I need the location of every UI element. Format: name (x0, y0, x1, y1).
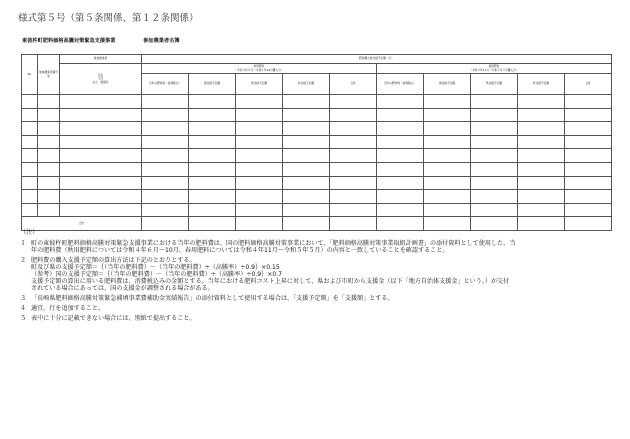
table-cell[interactable] (236, 149, 283, 163)
header-spring-national: 国支援予定額 (424, 74, 471, 95)
table-cell[interactable] (565, 149, 612, 163)
table-cell[interactable] (424, 176, 471, 190)
note-line: （参考）国の支援予定額＝｛（当年の肥料費）－（当年の肥料費）÷（高騰率）÷0.9｝×0.7 (31, 271, 283, 279)
table-cell[interactable] (38, 108, 60, 122)
table-row (22, 122, 612, 136)
table-cell[interactable] (22, 108, 38, 122)
table-cell[interactable] (60, 190, 142, 204)
table-cell[interactable] (565, 162, 612, 176)
header-no: No (22, 55, 38, 95)
header-autumn: 秋用肥料 （令和４年６月～令和４年10月購入分） (142, 64, 377, 74)
table-cell[interactable] (60, 176, 142, 190)
table-cell[interactable] (38, 162, 60, 176)
note-item (20, 315, 620, 322)
header-farmer-id: 地域農業者番号等 (38, 55, 60, 95)
table-cell[interactable] (189, 190, 236, 204)
table-cell[interactable] (142, 190, 189, 204)
table-cell[interactable] (60, 203, 142, 217)
note-number: ３ (20, 295, 27, 303)
table-cell[interactable] (565, 108, 612, 122)
note-line: されている場合にあっては、国の支援金が調整される場合がある。 (31, 285, 214, 293)
table-cell[interactable] (283, 135, 330, 149)
table-cell[interactable] (236, 122, 283, 136)
table-cell[interactable] (330, 176, 377, 190)
note-number: ４ (20, 304, 27, 312)
table-cell[interactable] (283, 95, 330, 109)
table-cell[interactable] (330, 108, 377, 122)
table-cell[interactable] (330, 122, 377, 136)
note-line: 支援予定額の算出に用いる肥料費は、消費税込みの金額とする。当年における肥料コスト上昇に対して、県および市町から支援金（以下「地方自治体支援金」という。）が交付 (31, 278, 510, 286)
table-cell[interactable] (330, 95, 377, 109)
table-cell[interactable] (424, 135, 471, 149)
table-cell[interactable] (22, 122, 38, 136)
table-cell[interactable] (471, 162, 518, 176)
total-label: 合計 (22, 217, 142, 231)
table-cell[interactable] (189, 95, 236, 109)
table-cell[interactable] (471, 108, 518, 122)
table-cell[interactable] (236, 135, 283, 149)
note-number: ５ (20, 314, 27, 322)
table-cell[interactable] (236, 176, 283, 190)
table-cell[interactable] (518, 135, 565, 149)
table-cell[interactable] (424, 108, 471, 122)
table-cell[interactable] (330, 149, 377, 163)
table-cell[interactable] (38, 122, 60, 136)
table-cell[interactable] (38, 149, 60, 163)
note-line: 町の東彼杵町肥料価格高騰対策緊急支援事業における当年の肥料費は、国の肥料価格高騰対策事業において、「肥料価格高騰対策事業取組計画書」の添付資料として使用した、当 (31, 239, 516, 247)
table-row (22, 190, 612, 204)
table-cell[interactable] (518, 176, 565, 190)
table-cell[interactable] (283, 176, 330, 190)
table-cell[interactable] (142, 149, 189, 163)
table-cell[interactable] (377, 108, 424, 122)
table-cell[interactable] (236, 203, 283, 217)
table-cell[interactable] (424, 149, 471, 163)
note-line: 表中に十分に記載できない場合には、別紙で提出すること。 (31, 314, 196, 322)
table-cell[interactable] (142, 108, 189, 122)
note-item (20, 257, 620, 293)
note-text (31, 257, 620, 293)
table-cell[interactable] (38, 135, 60, 149)
table-cell[interactable] (518, 162, 565, 176)
table-cell[interactable] (22, 203, 38, 217)
form-number: 様式第５号（第５条関係、第１２条関係） (18, 13, 199, 24)
table-cell[interactable] (60, 95, 142, 109)
table-cell[interactable] (236, 95, 283, 109)
table-cell[interactable] (565, 95, 612, 109)
document-title (22, 37, 206, 44)
table-cell[interactable] (22, 176, 38, 190)
table-cell[interactable] (377, 176, 424, 190)
table-cell[interactable] (189, 176, 236, 190)
table-cell[interactable] (38, 176, 60, 190)
table-cell[interactable] (471, 122, 518, 136)
note-item (20, 240, 620, 254)
table-cell[interactable] (60, 149, 142, 163)
header-spring-town: 町支援予定額 (518, 74, 565, 95)
notes-list (20, 240, 620, 322)
table-cell[interactable] (377, 203, 424, 217)
table-cell[interactable] (565, 122, 612, 136)
header-autumn-national: 国支援予定額 (189, 74, 236, 95)
header-autumn-fertilizer-cost: 当年の肥料費（消費税込） (142, 74, 189, 95)
title-sub: 参加農業者名簿 (143, 38, 180, 44)
table-cell[interactable] (189, 122, 236, 136)
notes-section (20, 229, 620, 324)
table-row (22, 203, 612, 217)
table-cell[interactable] (236, 162, 283, 176)
notes-header: （注） (20, 229, 39, 236)
table-cell[interactable] (60, 108, 142, 122)
table-cell[interactable] (424, 162, 471, 176)
table-cell[interactable] (189, 135, 236, 149)
table-cell[interactable] (142, 95, 189, 109)
header-autumn-total: 合計 (330, 74, 377, 95)
table-cell[interactable] (189, 162, 236, 176)
table-cell[interactable] (518, 203, 565, 217)
table-cell[interactable] (22, 135, 38, 149)
table-cell[interactable] (142, 176, 189, 190)
table-cell[interactable] (424, 95, 471, 109)
table-cell[interactable] (22, 149, 38, 163)
note-line: 肥料費の購入支援予定額の算出方法は下記のとおりとする。 (31, 256, 196, 264)
note-text (31, 305, 620, 312)
table-cell[interactable] (377, 149, 424, 163)
table-cell[interactable] (38, 190, 60, 204)
table-cell[interactable] (142, 203, 189, 217)
table-cell[interactable] (283, 149, 330, 163)
table-cell[interactable] (565, 135, 612, 149)
table-cell[interactable] (518, 122, 565, 136)
header-spring-prefecture: 県支援予定額 (471, 74, 518, 95)
table-cell[interactable] (60, 122, 142, 136)
table-cell[interactable] (377, 190, 424, 204)
note-number: １ (20, 239, 27, 247)
table-cell[interactable] (22, 190, 38, 204)
note-text (31, 240, 620, 254)
table-cell[interactable] (189, 149, 236, 163)
table-cell[interactable] (236, 190, 283, 204)
note-item (20, 295, 620, 302)
table-cell[interactable] (377, 122, 424, 136)
table-cell[interactable] (283, 108, 330, 122)
table-cell[interactable] (471, 176, 518, 190)
table-cell[interactable] (471, 135, 518, 149)
table-cell[interactable] (236, 108, 283, 122)
note-line: 年の肥料費（秋用肥料については令和４年６月～10月、春用肥料については令和４年11月～令和５年５月）の内容と一致していることを確認すること。 (31, 246, 449, 254)
table-cell[interactable] (471, 203, 518, 217)
table-cell[interactable] (38, 95, 60, 109)
table-cell[interactable] (565, 176, 612, 190)
table-cell[interactable] (565, 190, 612, 204)
table-cell[interactable] (424, 122, 471, 136)
table-cell[interactable] (424, 203, 471, 217)
table-cell[interactable] (283, 203, 330, 217)
table-cell[interactable] (471, 190, 518, 204)
table-row (22, 95, 612, 109)
table-cell[interactable] (565, 203, 612, 217)
table-cell[interactable] (283, 190, 330, 204)
table-row (22, 149, 612, 163)
table-cell[interactable] (330, 135, 377, 149)
table-cell[interactable] (518, 190, 565, 204)
table-cell[interactable] (377, 95, 424, 109)
table-cell[interactable] (22, 162, 38, 176)
table-cell[interactable] (283, 122, 330, 136)
table-cell[interactable] (189, 108, 236, 122)
table-cell[interactable] (330, 190, 377, 204)
table-cell[interactable] (38, 203, 60, 217)
table-cell[interactable] (330, 162, 377, 176)
note-number: ２ (20, 256, 27, 264)
table-cell[interactable] (60, 135, 142, 149)
table-row (22, 135, 612, 149)
table-cell[interactable] (142, 162, 189, 176)
note-line: 「長崎県肥料価格高騰対策緊急補填事業費補助金実績報告」の添付資料として使用する場合は、「支援予定額」を「支援額」とする。 (31, 295, 394, 303)
title-main: 東彼杵町肥料価格高騰対策緊急支援事業 (22, 38, 116, 44)
header-spring-total: 合計 (565, 74, 612, 95)
note-line: 適宜、行を追加すること。 (31, 304, 105, 312)
note-item (20, 305, 620, 312)
table-cell[interactable] (424, 190, 471, 204)
table-cell[interactable] (518, 108, 565, 122)
table-cell[interactable] (283, 162, 330, 176)
header-farmer-group: 参加農業者 (60, 55, 142, 64)
header-autumn-prefecture: 県支援予定額 (236, 74, 283, 95)
table-cell[interactable] (22, 95, 38, 109)
header-farmer-name: 氏名 又は 法人・組織名 (60, 64, 142, 95)
farmer-roster-table (21, 54, 612, 231)
note-line: 町及び県の支援予定額＝｛（当年の肥料費）－（当年の肥料費）÷（高騰率）÷0.9｝×0.15 (31, 263, 280, 271)
header-request-group: 肥料購入費支援予定額（円） (142, 55, 612, 64)
table-row (22, 162, 612, 176)
table-row (22, 176, 612, 190)
header-spring: 春用肥料 （令和４年11月～令和５年５月購入分） (377, 64, 612, 74)
table-cell[interactable] (471, 149, 518, 163)
table-cell[interactable] (142, 122, 189, 136)
table-cell[interactable] (377, 135, 424, 149)
header-autumn-town: 町支援予定額 (283, 74, 330, 95)
table-cell[interactable] (377, 162, 424, 176)
table-cell[interactable] (189, 203, 236, 217)
table-cell[interactable] (330, 203, 377, 217)
table-cell[interactable] (471, 95, 518, 109)
note-text (31, 295, 620, 302)
table-cell[interactable] (518, 149, 565, 163)
table-cell[interactable] (60, 162, 142, 176)
note-text (31, 315, 620, 322)
table-cell[interactable] (142, 135, 189, 149)
table-row (22, 108, 612, 122)
header-spring-fertilizer-cost: 当年の肥料費（消費税込） (377, 74, 424, 95)
table-cell[interactable] (518, 95, 565, 109)
